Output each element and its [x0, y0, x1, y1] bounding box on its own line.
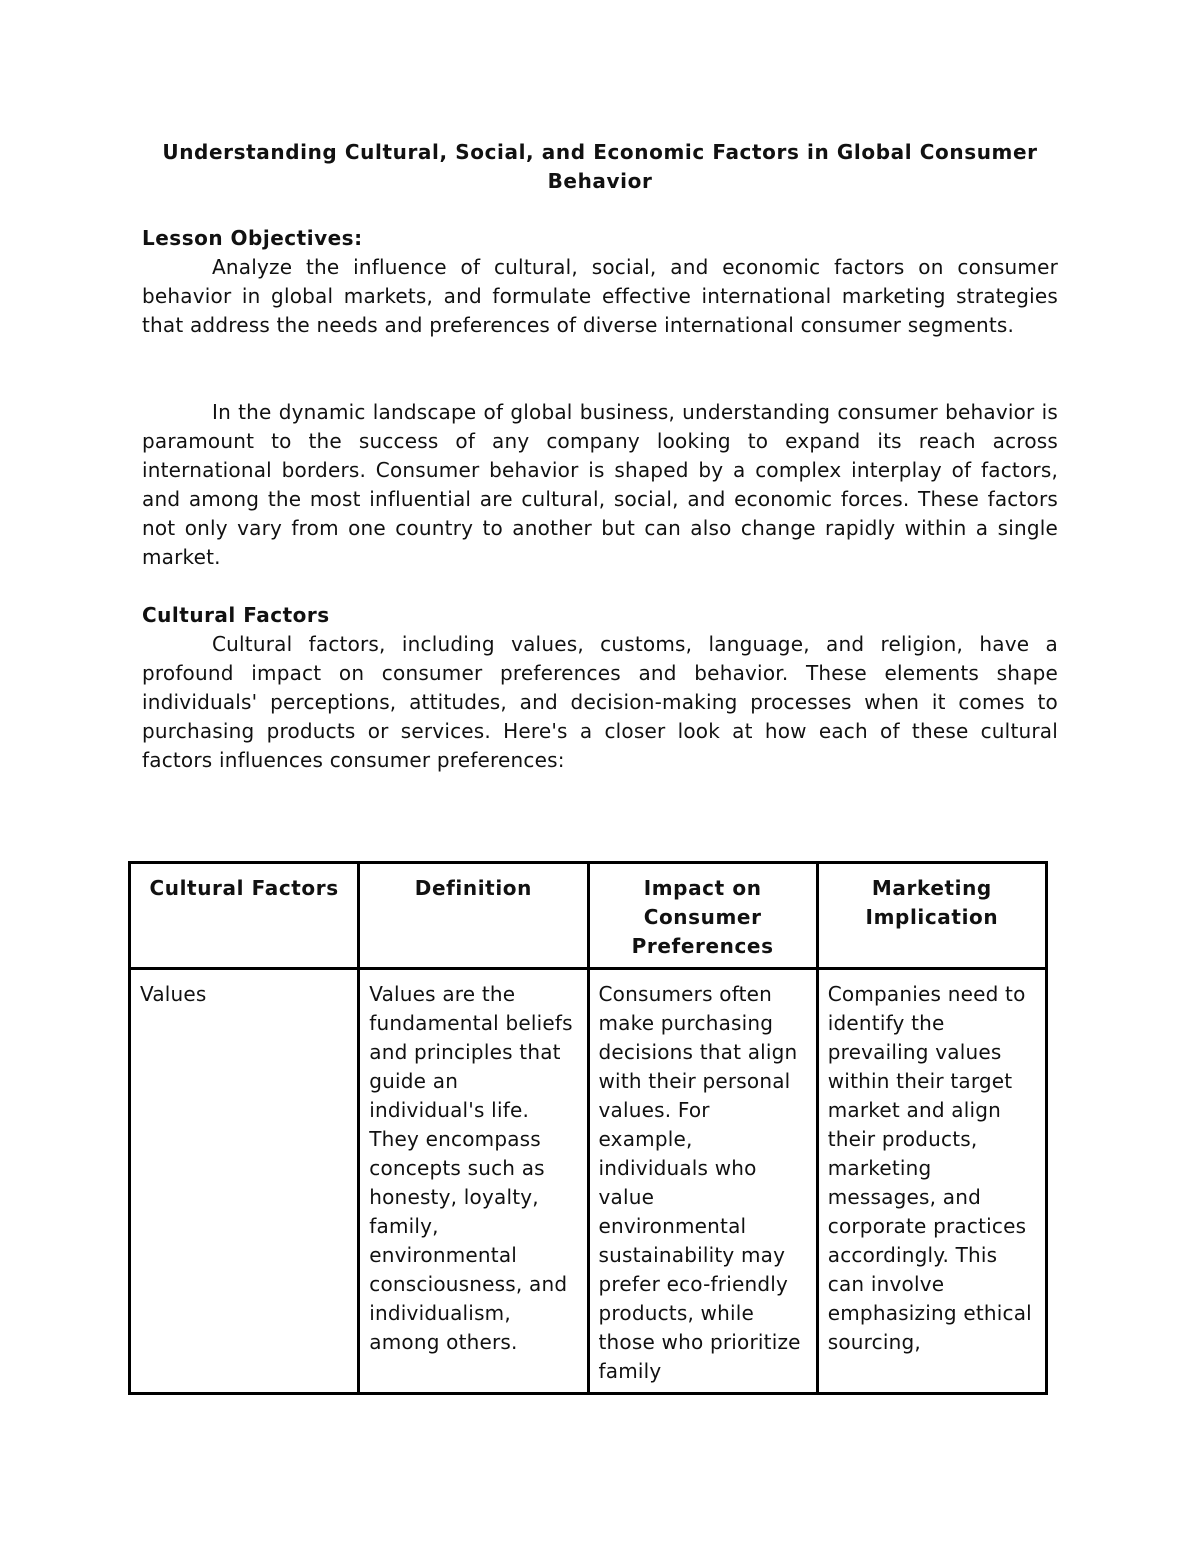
- header-impact: Impact on Consumer Preferences: [588, 863, 817, 969]
- cell-factor: Values: [130, 969, 359, 1394]
- cell-impact: Consumers often make purchasing decisions that align with their personal values. For example, individuals who value environmental sustainability may prefer eco-friendly products, while those who prioritize family: [588, 969, 817, 1394]
- document-title: Understanding Cultural, Social, and Economic Factors in Global Consumer Behavior: [162, 140, 1038, 193]
- objectives-heading: Lesson Objectives:: [142, 226, 363, 250]
- cell-definition: Values are the fundamental beliefs and principles that guide an individual's life. They encompass concepts such as honesty, loyalty, family, environmental consciousness, and individualism, among others.: [359, 969, 588, 1394]
- cultural-factors-heading: Cultural Factors: [142, 603, 330, 627]
- header-definition: Definition: [359, 863, 588, 969]
- cultural-factors-paragraph: Cultural factors, including values, customs, language, and religion, have a profound impact on consumer preferences and behavior. These elements shape individuals' perceptions, attitudes, and decision-making processes when it comes to purchasing products or services. Here's a closer look at how each of these cultural factors influences consumer preferences:: [142, 632, 1058, 772]
- header-marketing-implication: Marketing Implication: [817, 863, 1046, 969]
- objectives-paragraph: Analyze the influence of cultural, social, and economic factors on consumer behavior in global markets, and formulate effective international marketing strategies that address the needs and preferences of diverse international consumer segments.: [142, 255, 1058, 337]
- table-header-row: [130, 863, 1047, 969]
- cell-implication: Companies need to identify the prevailing values within their target market and align their products, marketing messages, and corporate practices accordingly. This can involve emphasizing ethical sourcing,: [817, 969, 1046, 1394]
- table-row: [130, 969, 1047, 1394]
- document-page: [142, 138, 1058, 775]
- header-cultural-factors: Cultural Factors: [130, 863, 359, 969]
- cultural-factors-table: [128, 861, 1048, 1395]
- intro-paragraph: In the dynamic landscape of global business, understanding consumer behavior is paramount to the success of any company looking to expand its reach across international borders. Consumer behavior is shaped by a complex interplay of factors, and among the most influential are cultural, social, and economic forces. These factors not only vary from one country to another but can also change rapidly within a single market.: [142, 400, 1058, 569]
